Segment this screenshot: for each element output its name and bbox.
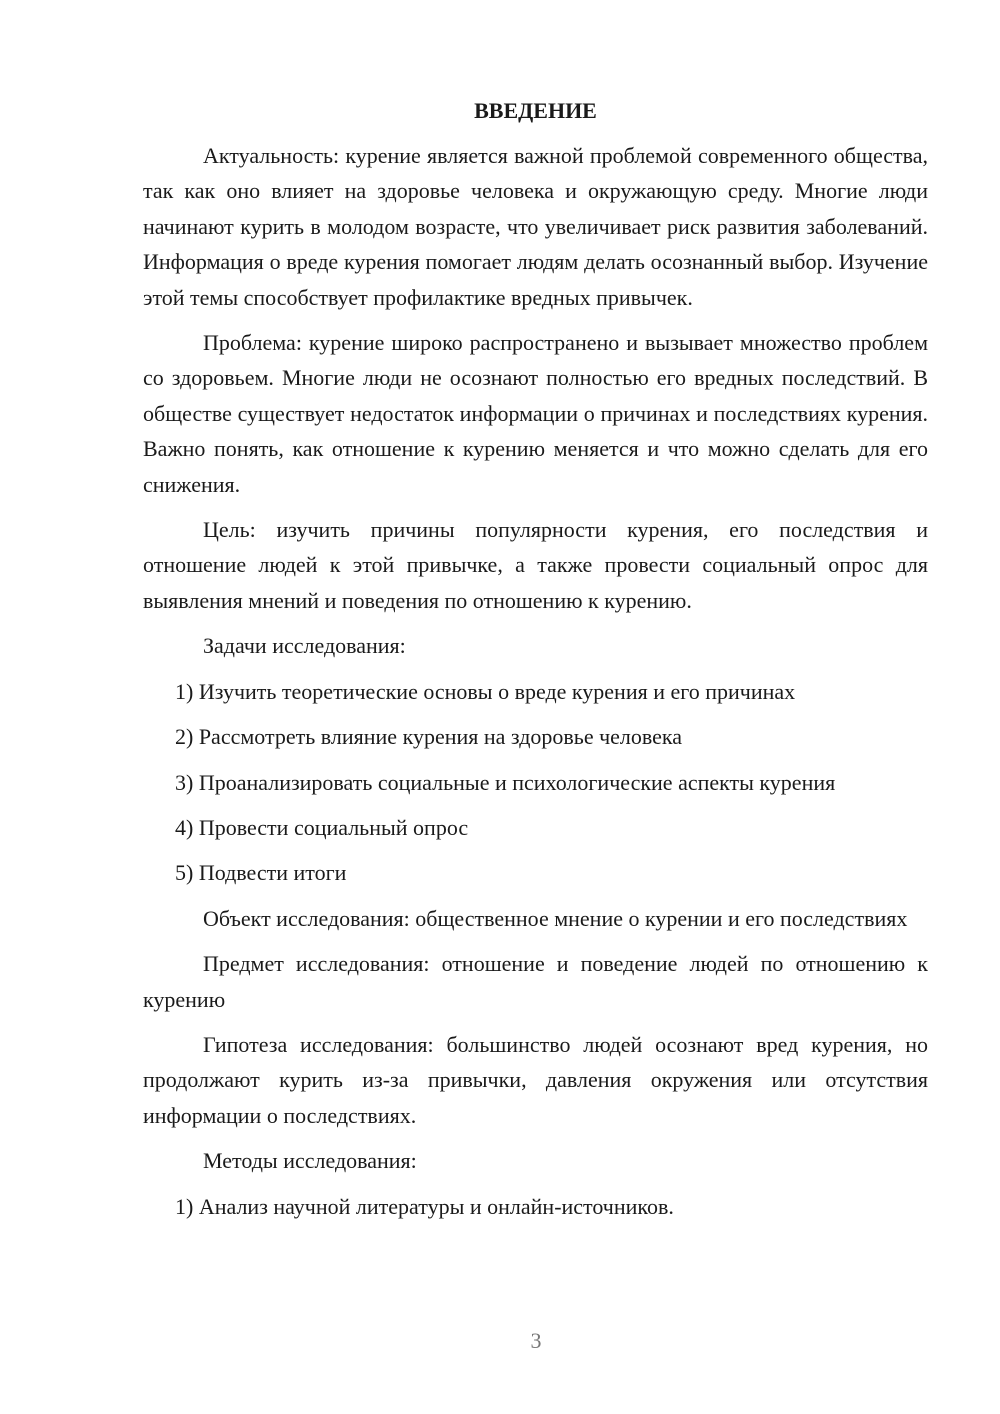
hypothesis-paragraph: Гипотеза исследования: большинство людей осознают вред курения, но продолжают курить из-за привычки, давления окружения или отсутствия информации о последствиях. bbox=[143, 1031, 928, 1128]
subject-paragraph: Предмет исследования: отношение и поведение людей по отношению к курению bbox=[143, 951, 928, 1012]
list-item: 5) Подвести итоги bbox=[175, 860, 347, 886]
page-title: ВВЕДЕНИЕ bbox=[474, 98, 597, 123]
methods-list bbox=[143, 1189, 928, 1224]
document-page bbox=[143, 96, 928, 1234]
problem-paragraph: Проблема: курение широко распространено и вызывает множество проблем со здоровьем. Многие люди не осознают полностью его вредных последствий. В обществе существует недостаток информации о причинах и последствиях курения. Важно понять, как отношение к курению меняется и что можно сделать для его снижения. bbox=[143, 330, 928, 497]
list-item: 1) Изучить теоретические основы о вреде курения и его причинах bbox=[175, 678, 796, 704]
tasks-list bbox=[143, 674, 928, 891]
goal-paragraph: Цель: изучить причины популярности курения, его последствия и отношение людей к этой привычке, а также провести социальный опрос для выявления мнений и поведения по отношению к курению. bbox=[143, 517, 928, 613]
tasks-heading: Задачи исследования: bbox=[203, 633, 406, 659]
object-paragraph: Объект исследования: общественное мнение о курении и его последствиях bbox=[203, 905, 908, 931]
methods-heading: Методы исследования: bbox=[203, 1148, 417, 1174]
relevance-paragraph: Актуальность: курение является важной проблемой современного общества, так как оно влияет на здоровье человека и окружающую среду. Многие люди начинают курить в молодом возрасте, что увеличивает риск развития заболеваний. Информация о вреде курения помогает людям делать осознанный выбор. Изучение этой темы способствует профилактике вредных привычек. bbox=[143, 143, 928, 310]
list-item: 3) Проанализировать социальные и психологические аспекты курения bbox=[175, 769, 836, 795]
list-item: 4) Провести социальный опрос bbox=[175, 814, 469, 840]
list-item: 2) Рассмотреть влияние курения на здоровье человека bbox=[175, 724, 683, 750]
page-number: 3 bbox=[530, 1328, 542, 1353]
list-item: 1) Анализ научной литературы и онлайн-источников. bbox=[175, 1193, 674, 1219]
